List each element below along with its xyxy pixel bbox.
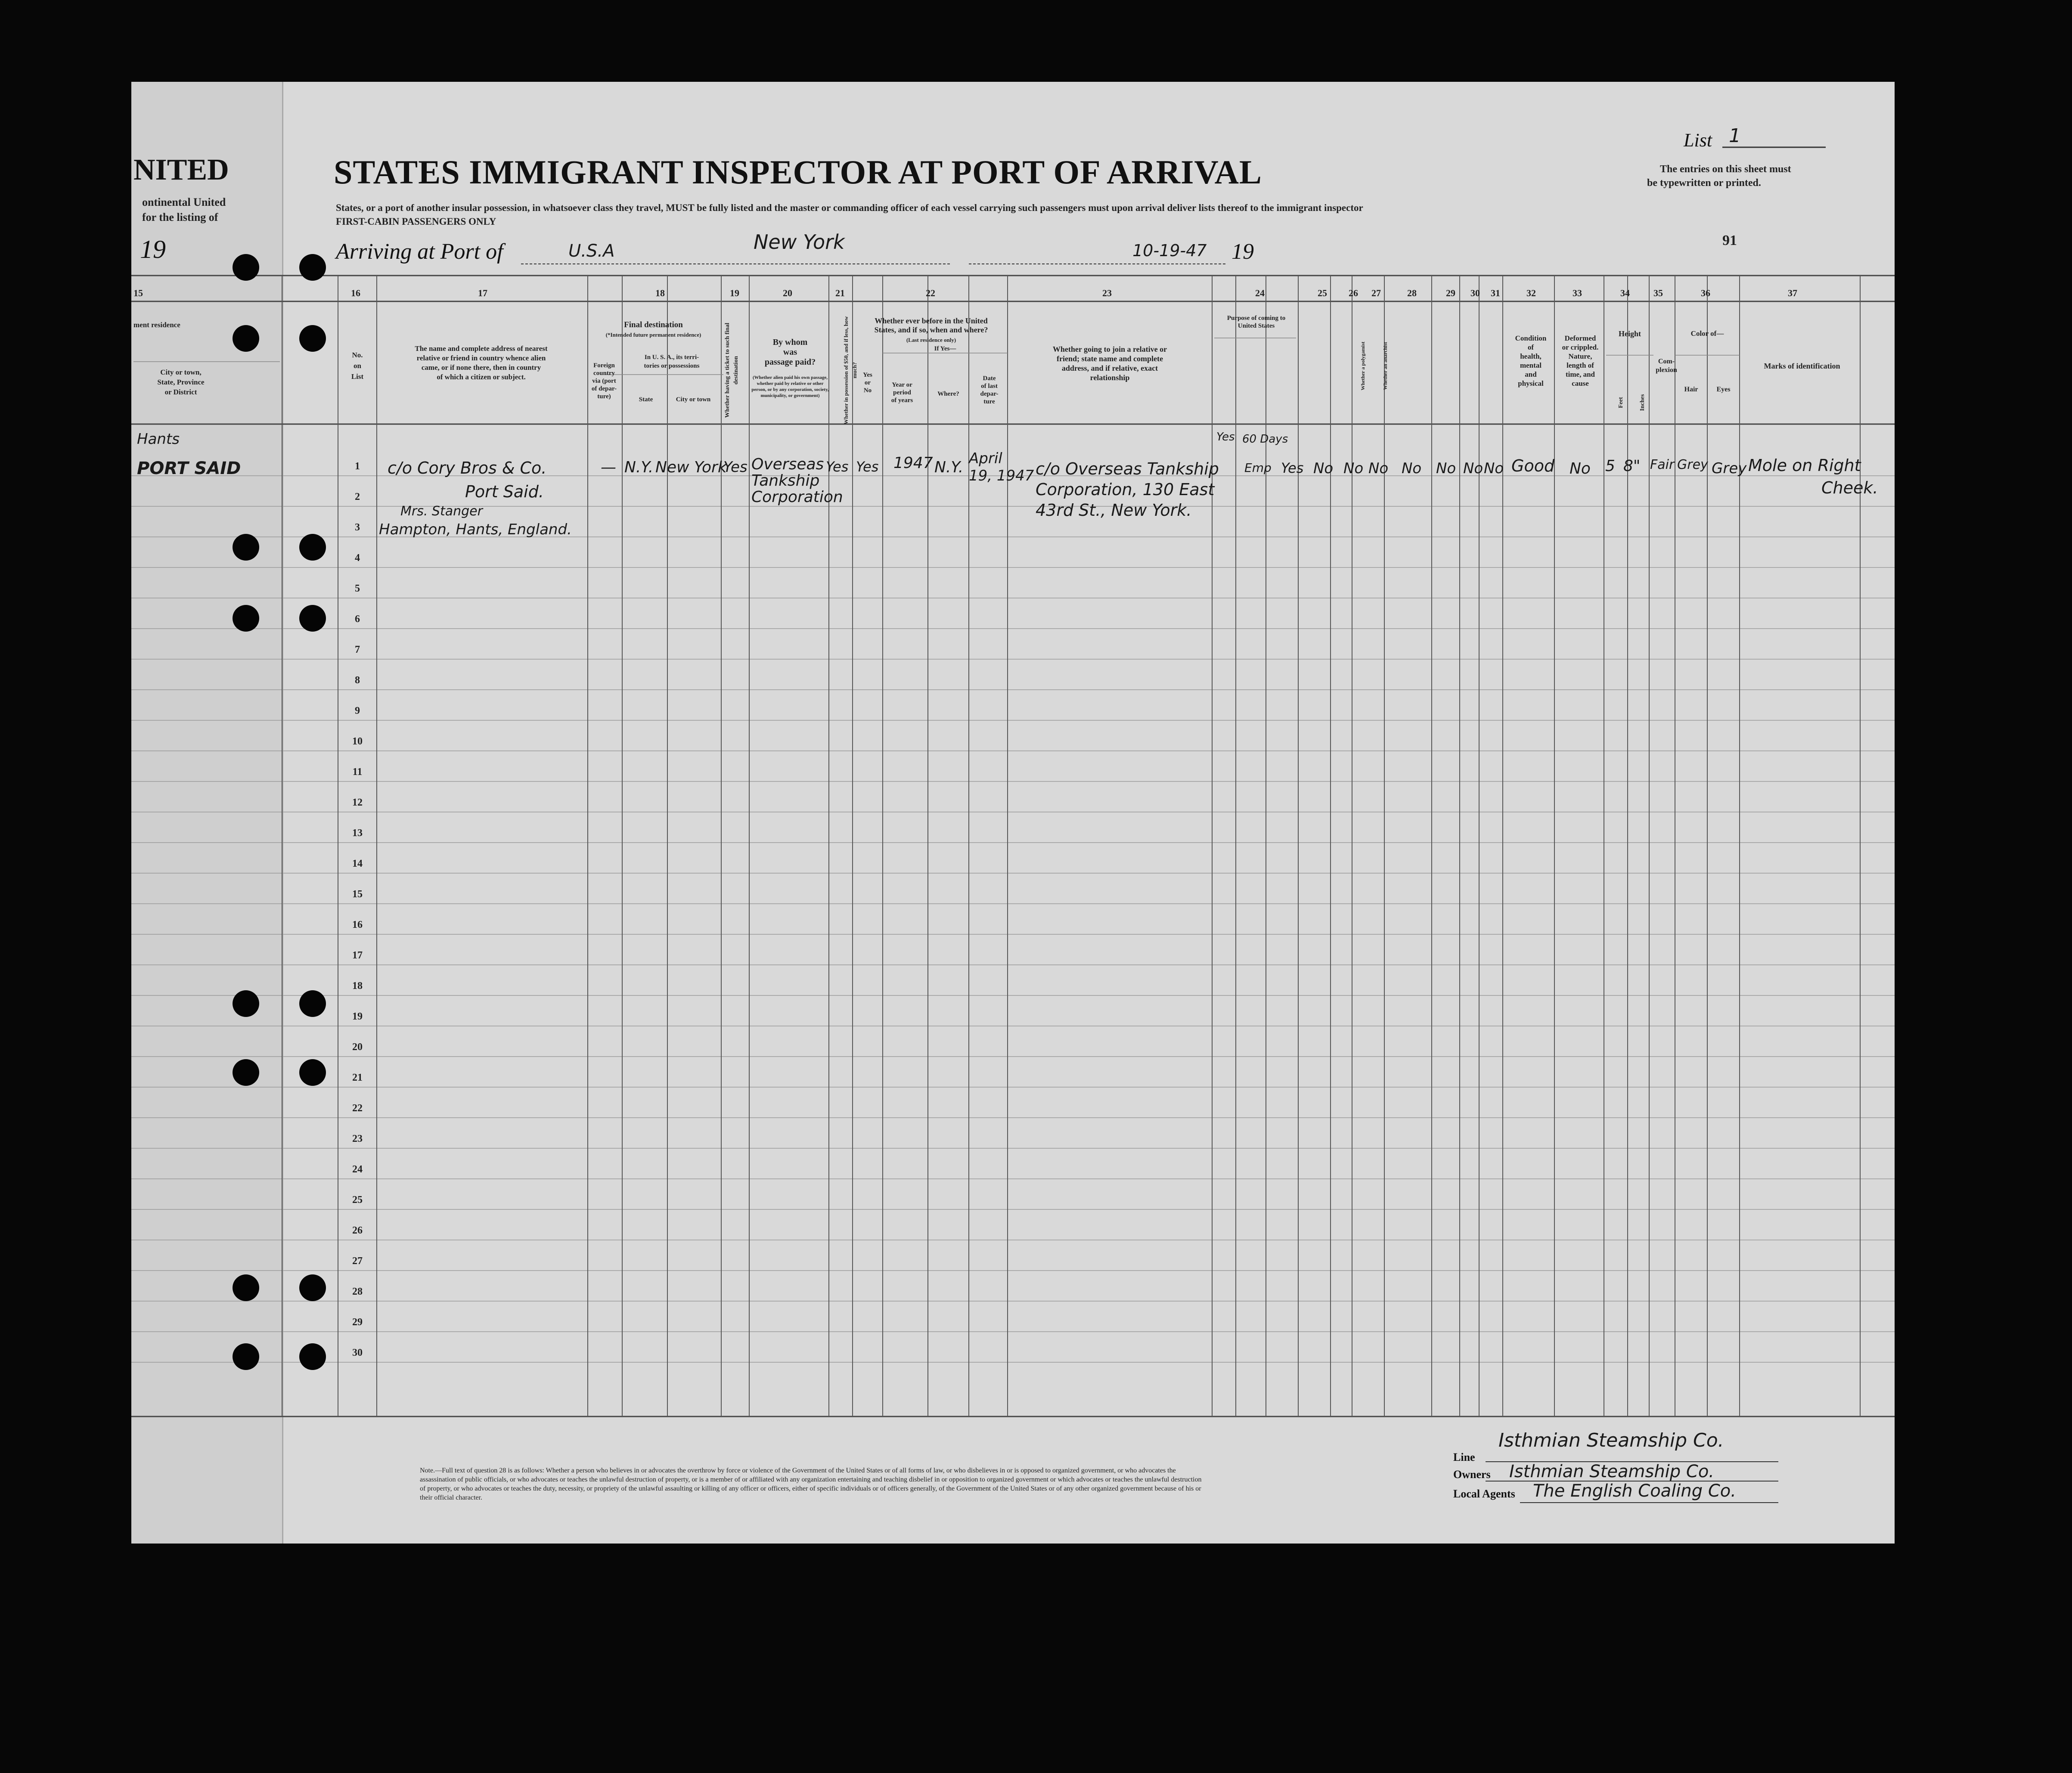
column-number: 15 bbox=[133, 288, 143, 298]
list-number: 1 bbox=[1729, 125, 1741, 147]
col16-heading: No. bbox=[352, 351, 363, 359]
col34-feet: Feet bbox=[1618, 397, 1624, 408]
column-number: 34 bbox=[1620, 288, 1630, 298]
col26-heading: Whether a polygamist bbox=[1360, 341, 1366, 391]
col20-heading: passage paid? bbox=[764, 357, 816, 367]
row-number: 22 bbox=[352, 1103, 363, 1114]
entry-anarchist: No bbox=[1368, 460, 1389, 477]
entry-last-departure: April 19, 1947 bbox=[969, 450, 1034, 484]
entry-eyes: Grey bbox=[1712, 460, 1747, 477]
punch-hole bbox=[233, 605, 259, 632]
arriving-label: Arriving at Port of bbox=[336, 239, 503, 264]
col22-year: Year or period of years bbox=[891, 381, 913, 404]
column-number: 33 bbox=[1573, 288, 1582, 298]
col15-heading: City or town, bbox=[160, 368, 202, 376]
column-number: 29 bbox=[1446, 288, 1455, 298]
punch-hole bbox=[299, 534, 326, 561]
line-label: Line bbox=[1453, 1451, 1475, 1463]
column-number: 25 bbox=[1318, 288, 1327, 298]
column-number: 37 bbox=[1788, 288, 1797, 298]
col22-where: Where? bbox=[937, 391, 959, 397]
row-number: 6 bbox=[355, 614, 360, 625]
owners-value: Isthmian Steamship Co. bbox=[1509, 1462, 1715, 1482]
column-number: 19 bbox=[730, 288, 739, 298]
entry-relative-line: c/o Cory Bros & Co. bbox=[388, 459, 547, 477]
col36-heading: Color of— bbox=[1690, 329, 1724, 338]
column-number: 30 bbox=[1470, 288, 1480, 298]
entry-possession-50: Yes bbox=[826, 459, 849, 475]
entry-ticket: Yes bbox=[723, 459, 748, 476]
arrival-date: 10-19-47 bbox=[1132, 241, 1207, 260]
column-number: 18 bbox=[655, 288, 665, 298]
footer-underlines bbox=[1486, 1460, 1787, 1507]
entry-relative-line: Hampton, Hants, England. bbox=[379, 521, 572, 538]
port-country: U.S.A bbox=[568, 241, 615, 261]
col20-note: (Whether alien paid his own passage, whether paid by relative or other person, or by any corporation, society, municipality, or government) bbox=[751, 375, 829, 398]
header-left-line: ontinental United bbox=[142, 196, 226, 208]
row-number: 13 bbox=[352, 828, 363, 839]
col19-heading: Whether having a ticket to such final destination bbox=[724, 322, 739, 418]
col17-heading: The name and complete address of nearest bbox=[415, 344, 548, 353]
class-line: FIRST-CABIN PASSENGERS ONLY bbox=[336, 216, 496, 227]
row-number: 5 bbox=[355, 583, 360, 594]
col23-heading: Whether going to join a relative or friend; state name and complete address, and if relative, exact relationship bbox=[1052, 345, 1167, 382]
col22-date: Date of last depar- ture bbox=[980, 375, 999, 405]
entry-relative-line: Port Said. bbox=[465, 482, 544, 501]
entry-height-feet: 5 bbox=[1605, 457, 1615, 475]
row-number: 12 bbox=[352, 797, 363, 808]
entry-passage-paid: Overseas Tankship Corporation bbox=[751, 456, 843, 506]
local-agents-label: Local Agents bbox=[1453, 1488, 1515, 1500]
column-number: 27 bbox=[1371, 288, 1381, 298]
entry-relative-line: Mrs. Stanger bbox=[400, 504, 483, 519]
entry-height-inches: 8" bbox=[1623, 457, 1641, 475]
punch-hole bbox=[233, 990, 259, 1017]
entry-purpose: 60 Days bbox=[1242, 433, 1288, 446]
column-number: 21 bbox=[835, 288, 845, 298]
entry-health: Good bbox=[1511, 456, 1555, 475]
entry-col25: No bbox=[1313, 460, 1334, 477]
col22-ifyes: If Yes— bbox=[934, 345, 956, 352]
column-number: 24 bbox=[1255, 288, 1265, 298]
row-number: 25 bbox=[352, 1194, 363, 1206]
col37-heading: Marks of identification bbox=[1764, 362, 1840, 370]
column-number: 20 bbox=[783, 288, 792, 298]
header-left-year: 19 bbox=[140, 235, 166, 263]
punch-hole bbox=[233, 1059, 259, 1086]
col17-heading: came, or if none there, then in country bbox=[421, 363, 541, 372]
punch-hole bbox=[233, 325, 259, 352]
list-underline bbox=[1722, 146, 1826, 148]
row-number: 1 bbox=[355, 461, 360, 472]
entry-col29: No bbox=[1436, 460, 1456, 477]
column-number: 36 bbox=[1701, 288, 1710, 298]
col32-heading: Condition of health, mental and physical bbox=[1515, 334, 1547, 387]
entry-state: N.Y. bbox=[624, 459, 654, 476]
column-number: 23 bbox=[1102, 288, 1112, 298]
instruction-line: be typewritten or printed. bbox=[1647, 177, 1761, 189]
row-number: 24 bbox=[352, 1164, 363, 1175]
column-number: 32 bbox=[1526, 288, 1536, 298]
column-number: 16 bbox=[351, 288, 360, 298]
col35-heading: Com- plexion bbox=[1656, 358, 1677, 374]
col20-heading: was bbox=[783, 347, 797, 357]
column-number: 22 bbox=[926, 288, 935, 298]
year-prefix: 19 bbox=[1231, 239, 1254, 264]
local-agents-value: The English Coaling Co. bbox=[1533, 1481, 1736, 1501]
page-title: STATES IMMIGRANT INSPECTOR AT PORT OF ARRIVAL bbox=[334, 153, 1262, 191]
entry-foreign-via: — bbox=[601, 459, 616, 476]
col17-heading: relative or friend in country whence alien bbox=[416, 354, 546, 362]
page-subtitle: States, or a port of another insular possession, in whatsoever class they travel, MUST be fully listed and the master or commanding officer of each vessel carrying such passengers must upon arrival deliver lists thereof to the immigrant inspector bbox=[336, 202, 1363, 213]
col15-heading: State, Province bbox=[157, 378, 205, 386]
punch-hole bbox=[299, 254, 326, 281]
line-value: Isthmian Steamship Co. bbox=[1498, 1429, 1724, 1451]
punch-hole bbox=[299, 1343, 326, 1370]
punch-hole bbox=[299, 605, 326, 632]
entry-marks: Mole on Right Cheek. bbox=[1748, 456, 1878, 497]
row-number: 14 bbox=[352, 858, 363, 869]
row-number: 2 bbox=[355, 491, 360, 502]
row-number: 18 bbox=[352, 980, 363, 992]
col22-yesno: Yes or No bbox=[863, 372, 872, 394]
entry-purpose: Yes bbox=[1216, 431, 1235, 443]
punch-hole bbox=[299, 1274, 326, 1301]
row-number: 19 bbox=[352, 1011, 363, 1022]
entry-polygamist: No bbox=[1343, 460, 1364, 477]
owners-label: Owners bbox=[1453, 1468, 1491, 1481]
header-left-line: for the listing of bbox=[142, 211, 218, 223]
col22-subheading: (Last residence only) bbox=[906, 337, 956, 343]
row-number: 20 bbox=[352, 1041, 363, 1053]
col18-heading: Final destination bbox=[624, 320, 683, 329]
punch-hole bbox=[233, 534, 259, 561]
punch-hole bbox=[233, 254, 259, 281]
row-number: 23 bbox=[352, 1133, 363, 1144]
entry-residence-city: PORT SAID bbox=[137, 459, 241, 478]
punch-hole bbox=[233, 1343, 259, 1370]
entry-city: New York bbox=[655, 459, 727, 476]
entry-hair: Grey bbox=[1677, 457, 1708, 472]
col34-heading: Height bbox=[1619, 329, 1641, 338]
entry-deformed: No bbox=[1570, 460, 1591, 477]
punch-hole bbox=[299, 990, 326, 1017]
row-number: 30 bbox=[352, 1347, 363, 1358]
entry-complexion: Fair bbox=[1650, 457, 1675, 472]
entry-joining: c/o Overseas Tankship Corporation, 130 East 43rd St., New York. bbox=[1036, 459, 1219, 520]
entry-before-us: Yes bbox=[856, 459, 879, 475]
row-number: 7 bbox=[355, 644, 360, 655]
entry-col28: No bbox=[1402, 460, 1422, 477]
row-number: 16 bbox=[352, 919, 363, 930]
col16-heading: List bbox=[351, 372, 364, 381]
list-label: List bbox=[1684, 130, 1712, 151]
row-number: 4 bbox=[355, 552, 360, 564]
entry-purpose: Yes bbox=[1281, 460, 1304, 476]
col18-subheading: (*Intended future permanent residence) bbox=[605, 332, 701, 338]
entry-col30: No bbox=[1463, 460, 1483, 477]
entry-year: 1947 bbox=[893, 454, 933, 472]
row-number: 17 bbox=[352, 950, 363, 961]
instruction-line: The entries on this sheet must bbox=[1660, 164, 1791, 175]
column-number: 17 bbox=[478, 288, 487, 298]
col27-heading: Whether an anarchist bbox=[1382, 342, 1388, 390]
col17-heading: of which a citizen or subject. bbox=[437, 373, 526, 381]
col33-heading: Deformed or crippled. Nature, length of time, and cause bbox=[1562, 334, 1599, 387]
row-number: 29 bbox=[352, 1317, 363, 1328]
col20-heading: By whom bbox=[772, 338, 808, 347]
column-number: 26 bbox=[1349, 288, 1358, 298]
footer-note: Note.—Full text of question 28 is as follows: Whether a person who believes in or advocates the overthrow by force or violence of the Government of the United States or of all forms of law, or who disbelieves in or is opposed to organized government, or who advocates the assassination of public officials, or who advocates or teaches the unlawful destruction of property, or is a member of or affiliated with any organization entertaining and teaching disbelief in or opposition to organized government or which advocates or teaches the unlawful destruction of property, or who advocates or teaches the duty, necessity, or propriety of the unlawful assaulting or killing of any officer or officers, either of specific individuals or of officers generally, of the Government of the United States or of any other organized government because of his or their official character. bbox=[420, 1467, 1202, 1501]
arriving-underline bbox=[521, 263, 1227, 265]
col24-heading: Purpose of coming to United States bbox=[1227, 315, 1286, 329]
row-number: 3 bbox=[355, 522, 360, 533]
page-number: 91 bbox=[1722, 232, 1737, 248]
row-number: 15 bbox=[352, 889, 363, 900]
header-left-fragment: NITED bbox=[133, 153, 229, 186]
col16-heading: on bbox=[354, 362, 361, 370]
punch-hole bbox=[299, 1059, 326, 1086]
punch-hole bbox=[299, 325, 326, 352]
column-number: 28 bbox=[1407, 288, 1417, 298]
col18-usa: tories or possessions bbox=[644, 363, 700, 369]
col15-heading: or District bbox=[164, 388, 197, 396]
entry-col31: No bbox=[1484, 460, 1504, 477]
col18-city: City or town bbox=[676, 396, 711, 403]
row-number: 21 bbox=[352, 1072, 363, 1083]
col22-heading: Whether ever before in the United bbox=[875, 316, 988, 325]
col21-heading: Whether in possession of $50, and if less, how much? bbox=[843, 316, 858, 425]
row-number: 10 bbox=[352, 736, 363, 747]
port-city: New York bbox=[754, 230, 845, 254]
entry-purpose: Emp bbox=[1244, 461, 1272, 475]
entry-where: N.Y. bbox=[934, 459, 964, 476]
col34-inches: Inches bbox=[1639, 394, 1646, 411]
col18-state: State bbox=[639, 396, 653, 403]
col36-hair: Hair bbox=[1684, 386, 1698, 393]
row-number: 11 bbox=[352, 766, 363, 778]
col18-usa: In U. S. A., its terri- bbox=[644, 354, 699, 361]
entry-residence-top: Hants bbox=[137, 431, 180, 448]
column-number: 31 bbox=[1491, 288, 1500, 298]
row-number: 28 bbox=[352, 1286, 363, 1297]
column-number: 35 bbox=[1653, 288, 1663, 298]
col36-eyes: Eyes bbox=[1716, 386, 1731, 393]
row-number: 9 bbox=[355, 705, 360, 716]
punch-hole bbox=[233, 1274, 259, 1301]
row-number: 8 bbox=[355, 675, 360, 686]
col22-heading: States, and if so, when and where? bbox=[874, 325, 988, 334]
col18-foreign: Foreign country via (port of depar- ture) bbox=[591, 362, 617, 400]
row-number: 27 bbox=[352, 1255, 363, 1267]
row-number: 26 bbox=[352, 1225, 363, 1236]
col15-heading: ment residence bbox=[133, 321, 180, 329]
